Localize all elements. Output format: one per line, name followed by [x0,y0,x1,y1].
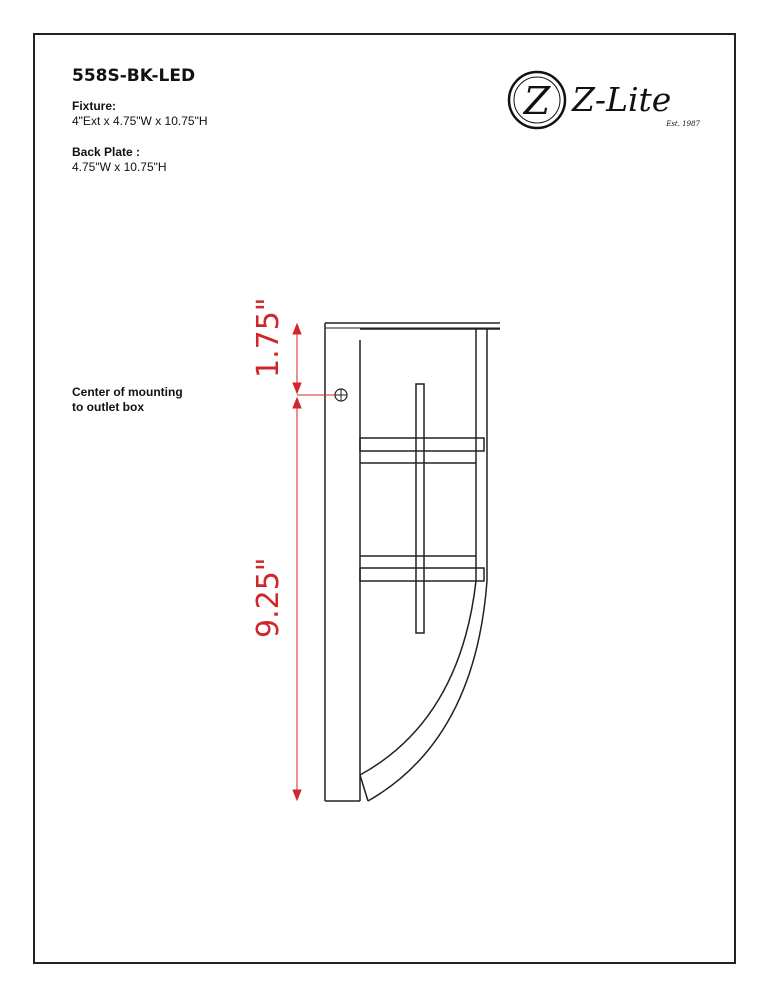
arrow-mid-up [293,383,301,393]
arrow-bottom [293,790,301,800]
arrow-top [293,324,301,334]
model-number: 558S-BK-LED [72,66,196,86]
crossbar-lower [360,568,484,581]
dimension-lines [293,324,335,800]
shade-outline [360,329,500,801]
mounting-note-line2: to outlet box [72,400,144,414]
back-plate [325,323,500,801]
mounting-note-line1: Center of mounting [72,385,183,399]
crossbar-upper [360,438,484,451]
backplate-label: Back Plate : [72,145,141,159]
vertical-bar [416,384,424,633]
crossbars [360,384,484,633]
dimension-bottom-label: 9.25" [251,557,286,638]
backplate-dimensions: 4.75"W x 10.75"H [72,160,167,174]
logo-established: Est. 1987 [666,120,700,128]
fixture-dimensions: 4"Ext x 4.75"W x 10.75"H [72,114,208,128]
mounting-screw-icon [335,389,347,401]
logo-wordmark: Z-Lite [572,80,672,119]
fixture-label: Fixture: [72,99,117,113]
arrow-mid-down [293,398,301,408]
dimension-top-label: 1.75" [251,297,286,378]
logo-monogram-z: Z [523,79,551,123]
z-lite-logo [509,72,701,128]
